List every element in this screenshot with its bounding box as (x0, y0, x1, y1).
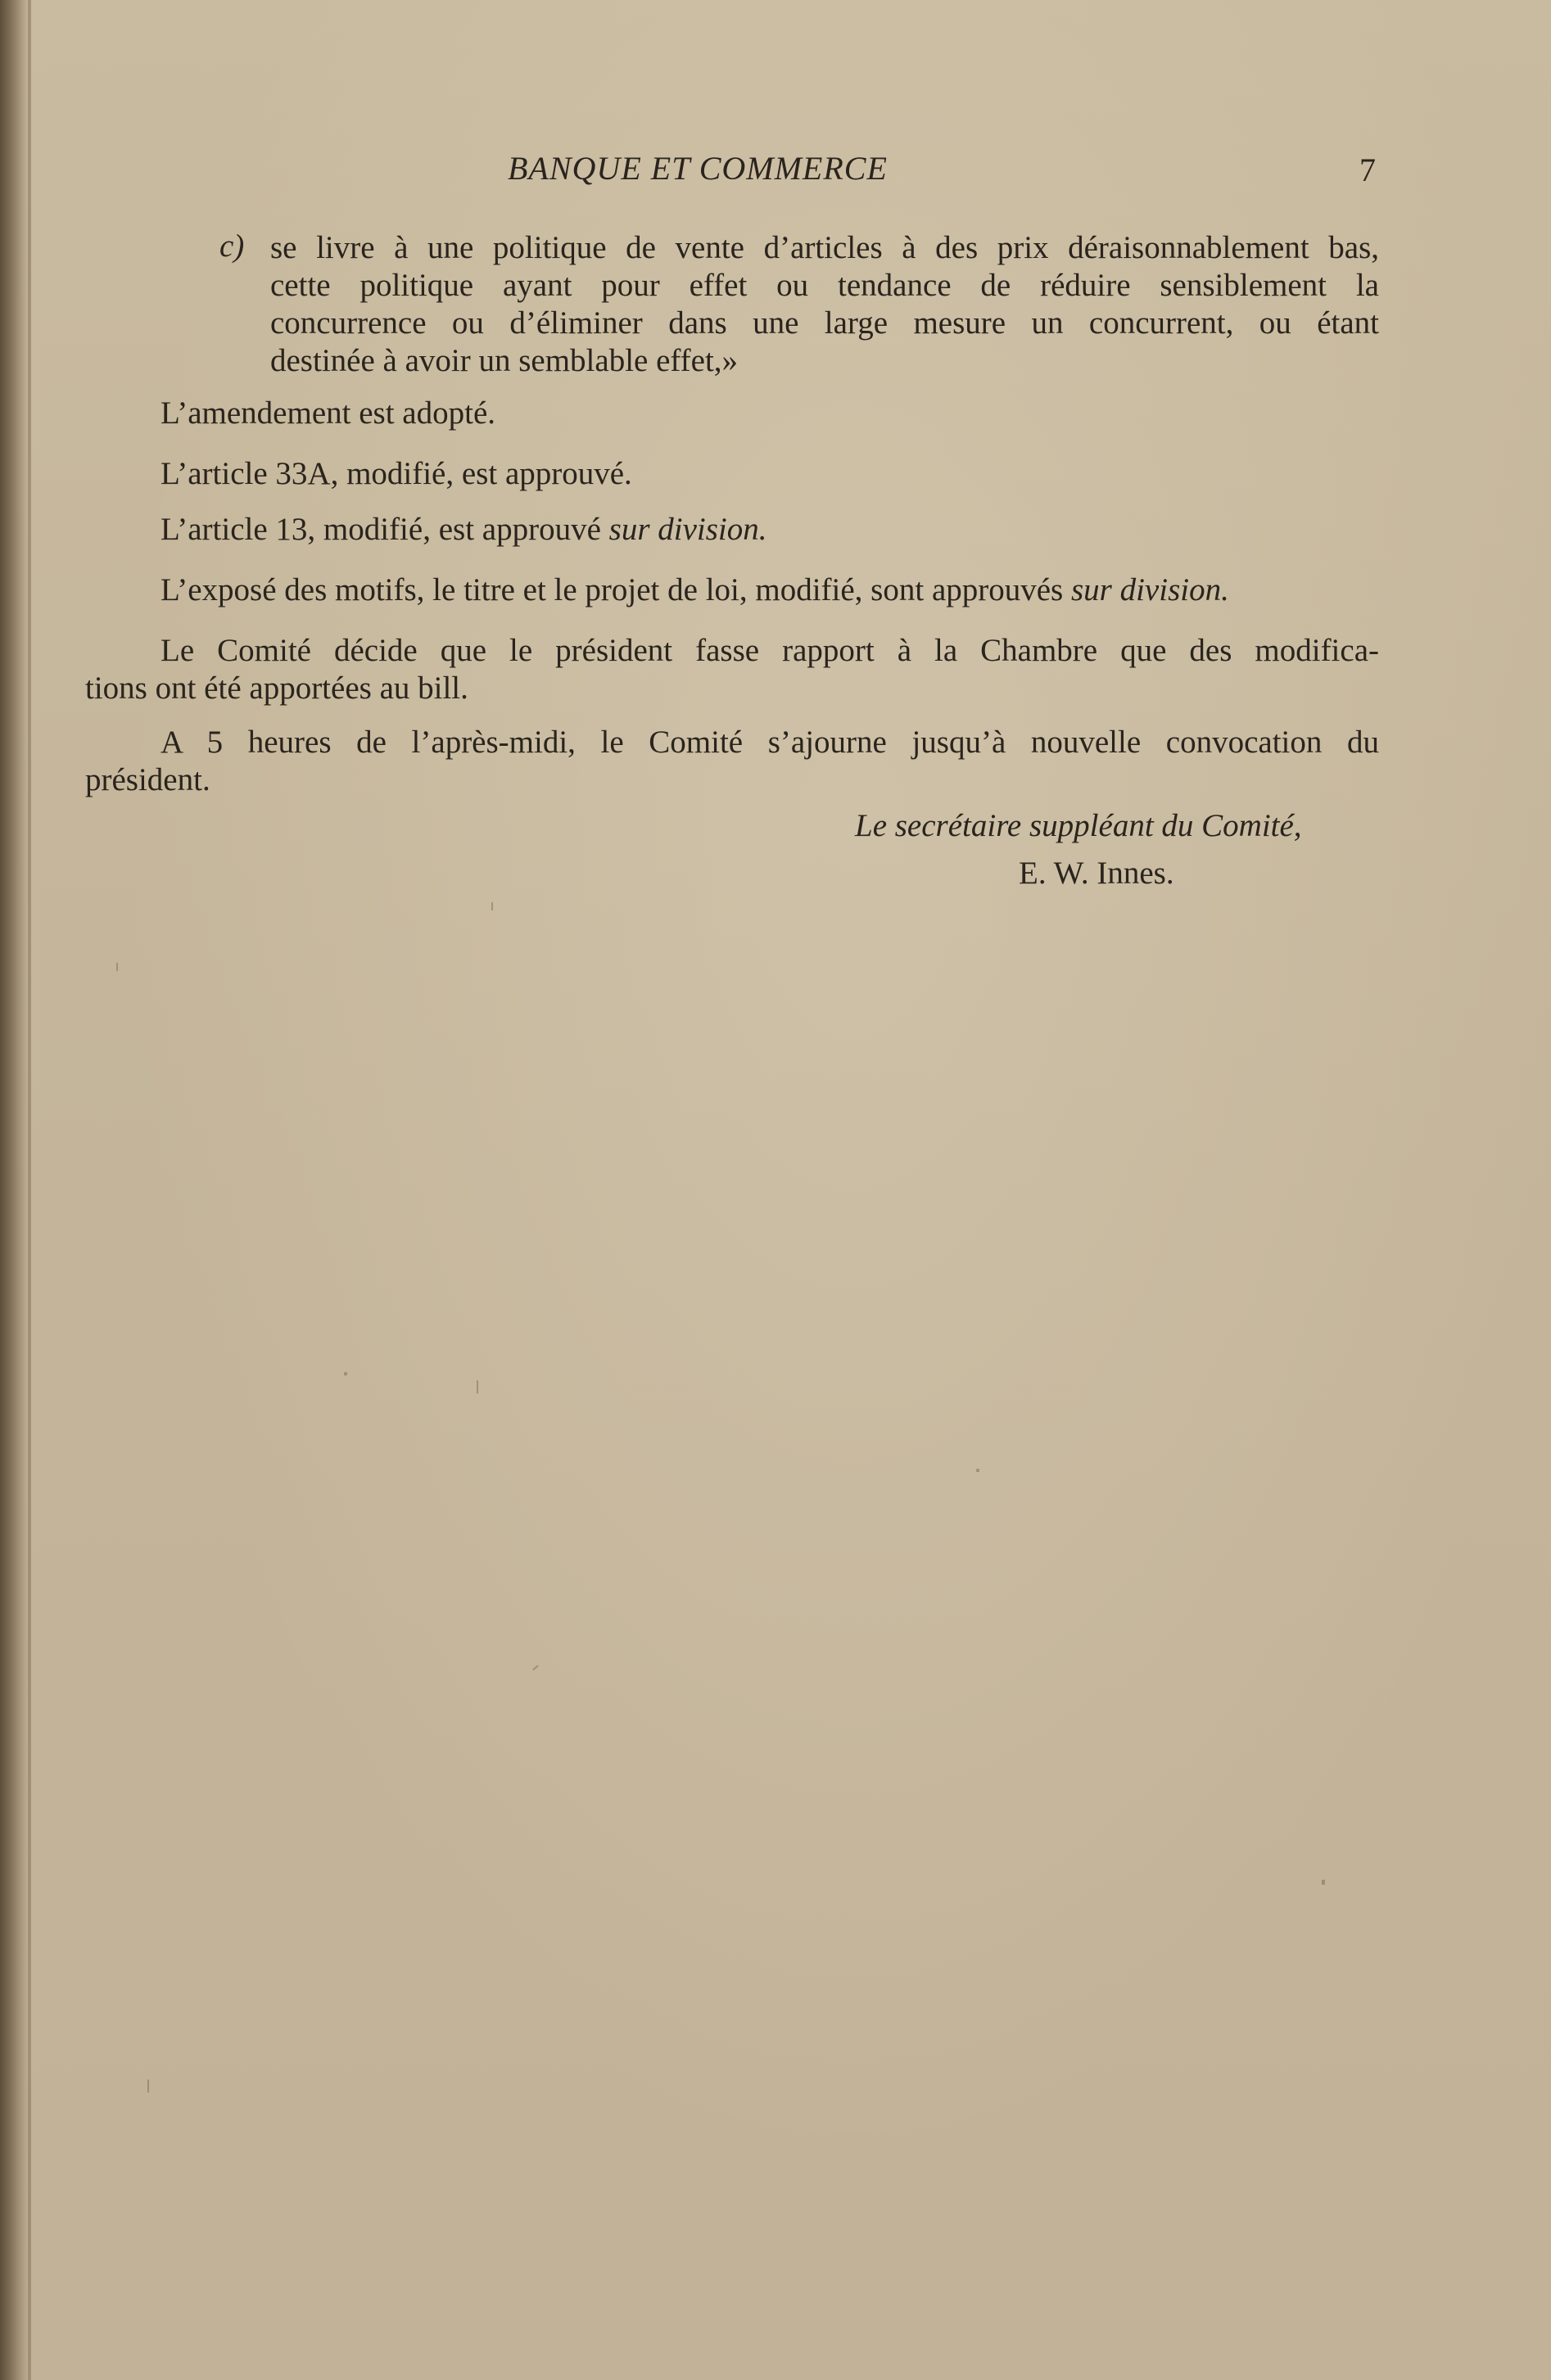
paper-speck (491, 902, 493, 910)
paragraph-italic-text: sur division. (608, 512, 767, 547)
paragraph-text: L’article 33A, modifié, est approuvé. (161, 456, 632, 491)
paragraph-text: L’article 13, modifié, est approuvé (161, 512, 609, 547)
paragraph-report (85, 632, 1379, 707)
paper-speck (976, 1469, 979, 1472)
paragraph-line: tions ont été apportées au bill. (85, 671, 468, 706)
paper-speck (477, 1380, 478, 1393)
item-c-line: concurrence ou d’éliminer dans une large mesure un concurrent, ou étant (270, 305, 1379, 341)
paragraph-amendment (85, 395, 1379, 432)
binding-line (28, 0, 31, 2380)
paragraph-text: L’amendement est adopté. (161, 395, 496, 431)
paper-speck (116, 963, 118, 971)
signature-role: Le secrétaire suppléant du Comité, (855, 808, 1302, 843)
paragraph-expose (85, 571, 1379, 609)
book-binding-edge (0, 0, 29, 2380)
paragraph-line (85, 511, 1379, 549)
item-c-line: se livre à une politique de vente d’articles à des prix déraisonnablement bas, (270, 230, 1379, 265)
paragraph-line: président. (85, 762, 210, 797)
item-c-line: destinée à avoir un semblable effet,» (270, 343, 739, 378)
paper-speck (344, 1372, 347, 1375)
item-c-line: cette politique ayant pour effet ou tendance de réduire sensiblement la (270, 268, 1379, 303)
paragraph-line (85, 571, 1379, 609)
paragraph-line: Le Comité décide que le président fasse rapport à la Chambre que des modifica- (161, 633, 1379, 668)
signature-name: E. W. Innes. (1019, 856, 1174, 891)
paragraph-article-13 (85, 511, 1379, 549)
paper-speck (1322, 1880, 1325, 1885)
item-c-text (270, 229, 1379, 380)
item-label-c: c) (219, 228, 245, 264)
paragraph-adjournment (85, 724, 1379, 799)
paper-speck (532, 1665, 538, 1671)
paragraph-italic-text: sur division. (1070, 572, 1229, 607)
paper-speck (147, 2080, 149, 2093)
running-head: BANQUE ET COMMERCE (508, 150, 888, 187)
page-number: 7 (1359, 151, 1376, 188)
paragraph-line: A 5 heures de l’après-midi, le Comité s’ajourne jusqu’à nouvelle convocation du (161, 725, 1379, 760)
paragraph-article-33a (85, 455, 1379, 493)
paragraph-text: L’exposé des motifs, le titre et le projet de loi, modifié, sont approuvés (161, 572, 1071, 607)
